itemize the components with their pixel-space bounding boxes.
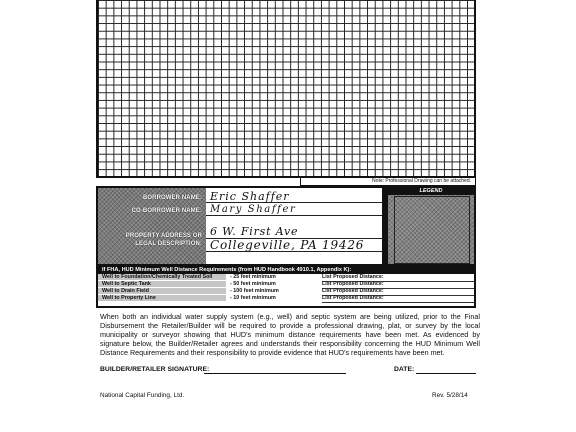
borrower-name-value: Eric Shaffer <box>210 190 290 203</box>
table-row <box>98 295 474 302</box>
well-row-label: Well to Property Line <box>98 295 226 302</box>
legal-description-label: LEGAL DESCRIPTION: <box>135 241 202 247</box>
disclosure-paragraph: When both an individual water supply system (e.g., well) and septic system are being utilized, prior to the Final Disbursement the Retailer/Builder will be required to provide a professional drawing, plat, or survey by the local municipality or surveyor showing that HUD's minimum distance requirements have been met. As evidenced by signature below, the Builder/Retailer agrees and understands their responsibility concerning the HUD Minimum Well Distance Requirements and their responsibility to provide evidence that HUD's requirements have been met. <box>100 312 480 357</box>
well-table-header: If FHA, HUD Minimum Well Distance Requirements (from HUD Handbook 4910.1, Appendix K): <box>98 266 474 274</box>
co-borrower-name-label: CO-BORROWER NAME: <box>131 208 202 214</box>
builder-signature-label: BUILDER/RETAILER SIGNATURE: <box>100 366 210 373</box>
well-row-label: Well to Drain Field <box>98 288 226 295</box>
table-row <box>98 274 474 281</box>
co-borrower-name-value: Mary Shaffer <box>210 204 297 215</box>
date-label: DATE: <box>394 366 415 373</box>
well-row-label: Well to Septic Tank <box>98 281 226 288</box>
grid-note: Note: Professional Drawing can be attached. <box>300 177 476 186</box>
legend-content <box>394 196 470 264</box>
proposed-distance-field[interactable]: List Proposed Distance: <box>322 288 474 296</box>
proposed-distance-field[interactable]: List Proposed Distance: <box>322 295 474 303</box>
label-column <box>98 188 206 264</box>
property-address-label: PROPERTY ADDRESS OR <box>125 233 202 239</box>
drawing-grid <box>96 0 476 178</box>
builder-signature-line[interactable] <box>204 373 346 374</box>
well-distance-table <box>96 264 476 308</box>
revision-label: Rev. 5/28/14 <box>432 392 468 399</box>
well-row-minimum: - 100 feet minimum <box>230 288 279 294</box>
proposed-distance-field[interactable]: List Proposed Distance: <box>322 274 474 282</box>
address-line2-value: Collegeville, PA 19426 <box>210 238 365 252</box>
address-line1-value: 6 W. First Ave <box>210 225 299 238</box>
well-row-minimum: - 10 feet minimum <box>230 295 276 301</box>
date-line[interactable] <box>416 373 476 374</box>
well-row-minimum: - 25 feet minimum <box>230 274 276 280</box>
proposed-distance-field[interactable]: List Proposed Distance: <box>322 281 474 289</box>
borrower-section <box>96 186 476 266</box>
legend-box <box>388 188 474 264</box>
well-row-label: Well to Foundation/Chemically Treated Soil <box>98 274 226 281</box>
company-name: National Capital Funding, Ltd. <box>100 392 185 399</box>
legend-title: LEGEND <box>388 188 474 195</box>
borrower-name-label: BORROWER NAME: <box>142 195 202 201</box>
well-row-minimum: - 50 feet minimum <box>230 281 276 287</box>
table-row <box>98 288 474 295</box>
table-row <box>98 281 474 288</box>
co-borrower-name-field[interactable] <box>206 215 386 216</box>
